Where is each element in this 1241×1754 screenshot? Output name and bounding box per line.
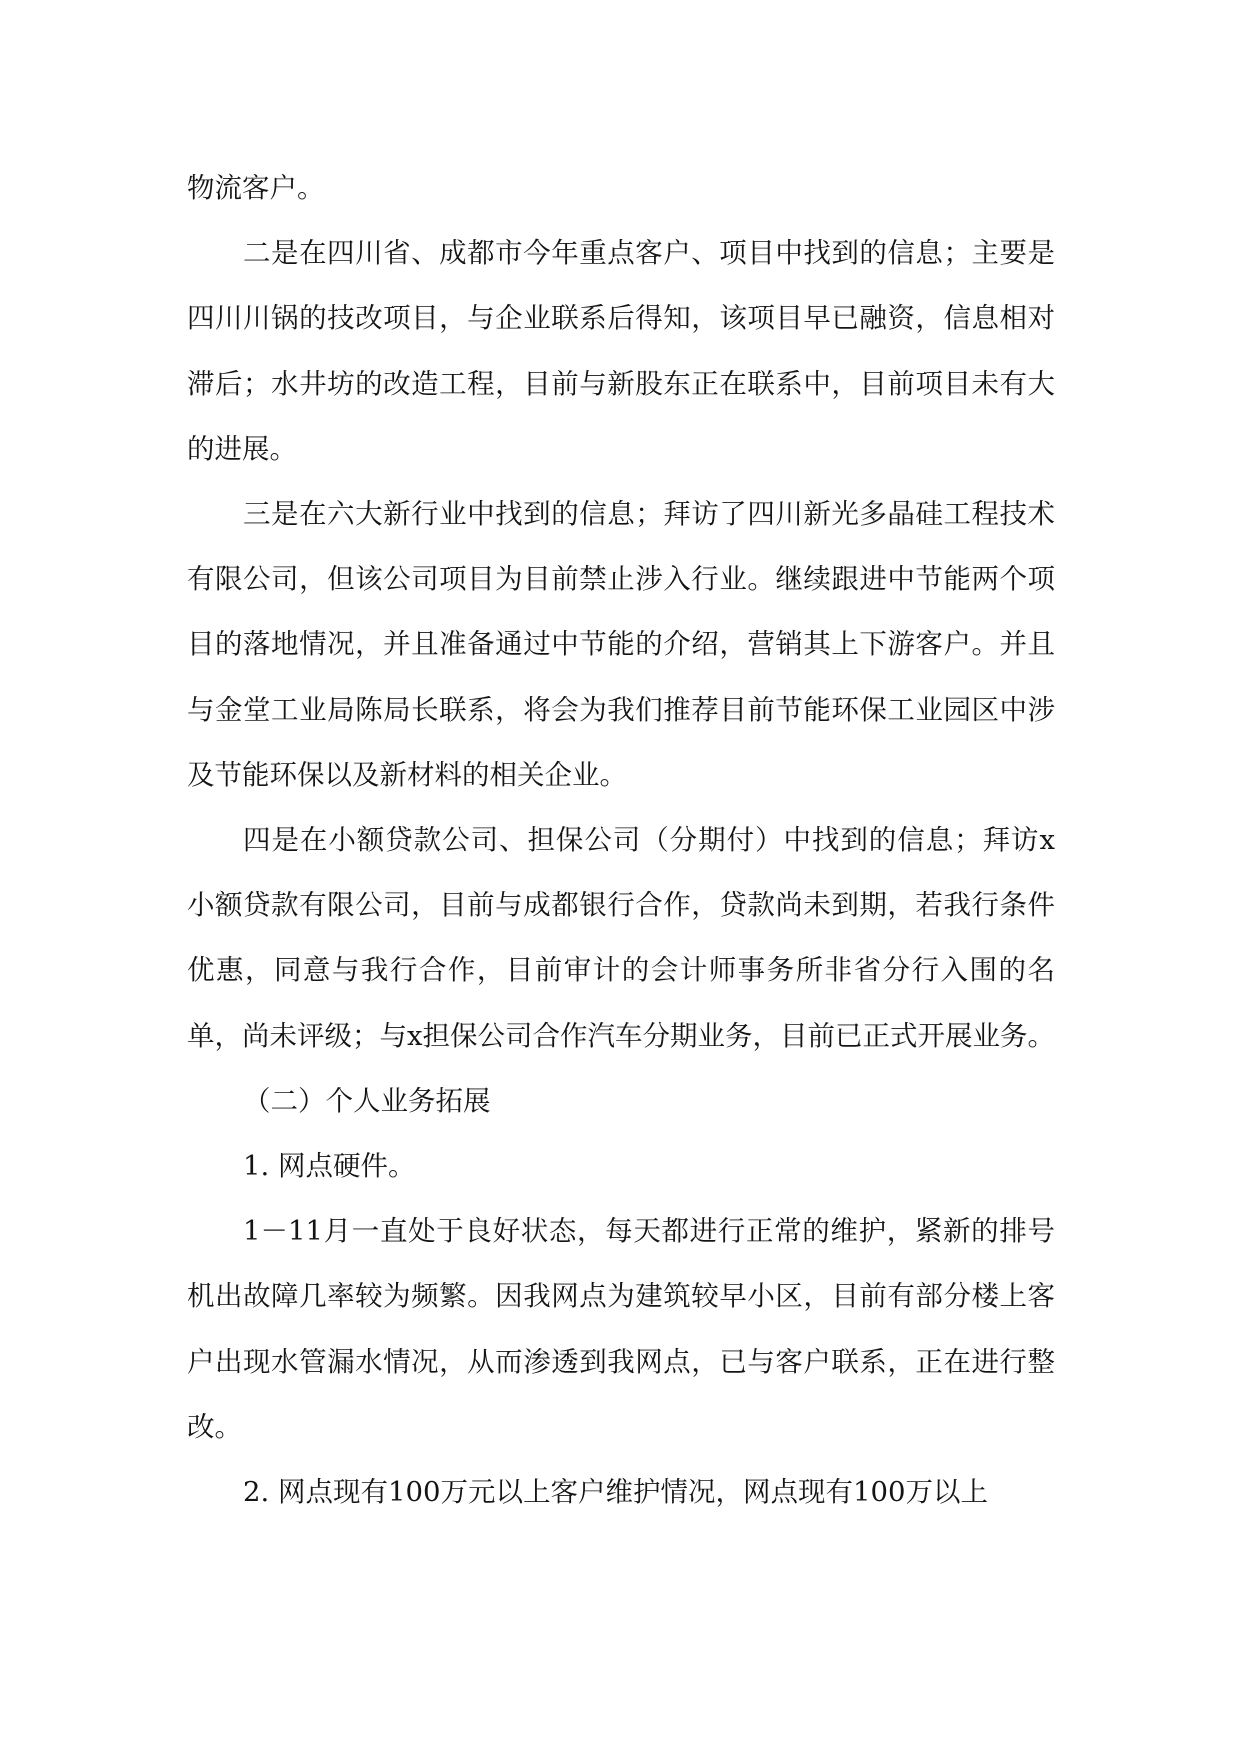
paragraph-hardware-status: 1－11月一直处于良好状态，每天都进行正常的维护，紧新的排号机出故障几率较为频繁。因我网点为建筑较早小区，目前有部分楼上客户出现水管漏水情况，从而渗透到我网点，已与客户联系，正在进行整改。 [187, 1215, 1055, 1443]
subheading-branch-hardware: 1. 网点硬件。 [243, 1150, 416, 1183]
paragraph-logistics-customers: 物流客户。 [187, 172, 325, 204]
document-body [187, 156, 1055, 1525]
paragraph-loan-guarantee-companies: 四是在小额贷款公司、担保公司（分期付）中找到的信息；拜访x小额贷款有限公司，目前与成都银行合作，贷款尚未到期，若我行条件优惠，同意与我行合作，目前审计的会计师事务所非省分行入围的名单，尚未评级；与x担保公司合作汽车分期业务，目前已正式开展业务。 [187, 824, 1056, 1052]
section-heading-personal-business: （二）个人业务拓展 [243, 1084, 491, 1117]
paragraph-high-value-customers: 2. 网点现有100万元以上客户维护情况，网点现有100万以上 [243, 1476, 988, 1509]
paragraph-key-projects: 二是在四川省、成都市今年重点客户、项目中找到的信息；主要是四川川锅的技改项目，与企业联系后得知，该项目早已融资，信息相对滞后；水井坊的改造工程，目前与新股东正在联系中，目前项目未有大的进展。 [187, 237, 1055, 465]
paragraph-new-industries: 三是在六大新行业中找到的信息；拜访了四川新光多晶硅工程技术有限公司，但该公司项目为目前禁止涉入行业。继续跟进中节能两个项目的落地情况，并且准备通过中节能的介绍，营销其上下游客户。并且与金堂工业局陈局长联系，将会为我们推荐目前节能环保工业园区中涉及节能环保以及新材料的相关企业。 [187, 498, 1055, 791]
